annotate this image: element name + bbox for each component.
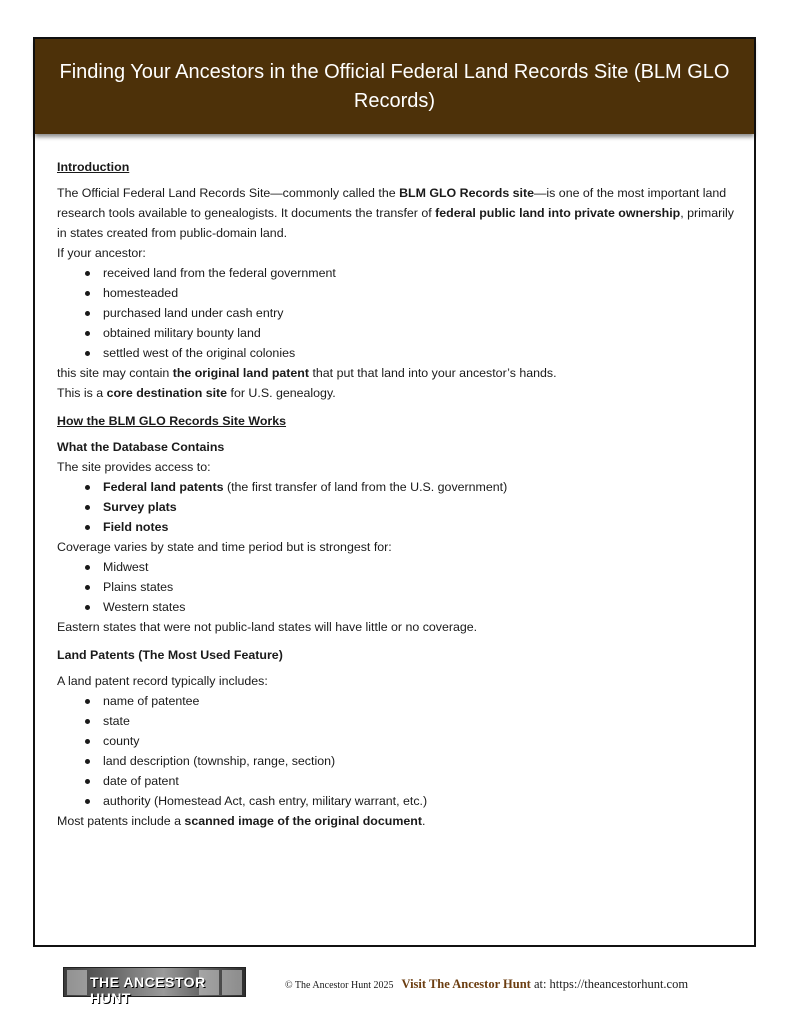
- text: this site may contain: [57, 366, 173, 380]
- list-item: county: [57, 731, 737, 751]
- intro-text-2: —is one of the most important land research tools available to genealogists. It documents the transfer of: [57, 186, 727, 220]
- list-item: homesteaded: [57, 283, 737, 303]
- list-item: purchased land under cash entry: [57, 303, 737, 323]
- text: (the first transfer of land from the U.S. government): [223, 480, 508, 494]
- region-list: [57, 557, 737, 617]
- page-header: [35, 39, 754, 134]
- list-item: [57, 497, 737, 517]
- bold-text: Survey plats: [103, 500, 177, 514]
- text: .: [421, 814, 426, 828]
- logo-text: THE ANCESTOR HUNT: [90, 974, 206, 1006]
- patent-lead: A land patent record typically includes:: [57, 674, 268, 688]
- patent-closing-line: [57, 811, 737, 831]
- intro-text-1: The Official Federal Land Records Site—commonly called the: [57, 186, 400, 200]
- list-item: name of patentee: [57, 691, 737, 711]
- list-item: [57, 517, 737, 537]
- ancestor-list: [57, 263, 737, 363]
- coverage-line: Coverage varies by state and time period but is strongest for:: [57, 540, 392, 554]
- page-frame: [33, 37, 756, 947]
- bold-text: scanned image of the original document: [184, 814, 422, 828]
- logo-photo-tile: [67, 970, 87, 995]
- text: for U.S. genealogy.: [227, 386, 336, 400]
- list-item: date of patent: [57, 771, 737, 791]
- intro-lead: If your ancestor:: [57, 246, 146, 260]
- intro-bold-1: BLM GLO Records site: [399, 186, 535, 200]
- eastern-states-line: Eastern states that were not public-land states will have little or no coverage.: [57, 620, 478, 634]
- bold-text: Federal land patents: [103, 480, 224, 494]
- section-heading-introduction: Introduction: [57, 160, 130, 174]
- bold-text: the original land patent: [172, 366, 310, 380]
- list-item: settled west of the original colonies: [57, 343, 737, 363]
- list-item: obtained military bounty land: [57, 323, 737, 343]
- bold-text: Field notes: [103, 520, 169, 534]
- list-item: state: [57, 711, 737, 731]
- intro-paragraph: [57, 183, 737, 243]
- patent-list: [57, 691, 737, 811]
- section-heading-how-it-works: How the BLM GLO Records Site Works: [57, 414, 287, 428]
- document-body: [57, 157, 737, 831]
- page-footer: [63, 967, 733, 1006]
- intro-core-line: [57, 383, 737, 403]
- text: This is a: [57, 386, 107, 400]
- text: that put that land into your ancestor’s hands.: [309, 366, 557, 380]
- ancestor-hunt-logo: [63, 967, 246, 1006]
- text: Most patents include a: [57, 814, 185, 828]
- section-heading-land-patents: Land Patents (The Most Used Feature): [57, 648, 283, 662]
- database-list: [57, 477, 737, 537]
- footer-credit: [285, 975, 688, 993]
- list-item: Midwest: [57, 557, 737, 577]
- bold-text: core destination site: [106, 386, 228, 400]
- list-item: Plains states: [57, 577, 737, 597]
- list-item: land description (township, range, section): [57, 751, 737, 771]
- list-item: [57, 477, 737, 497]
- subheading-database: What the Database Contains: [57, 440, 225, 454]
- intro-text-3: , primarily in states created from public-domain land.: [57, 206, 734, 240]
- copyright-text: © The Ancestor Hunt 2025: [285, 980, 394, 991]
- visit-link[interactable]: Visit The Ancestor Hunt: [401, 977, 531, 991]
- list-item: authority (Homestead Act, cash entry, military warrant, etc.): [57, 791, 737, 811]
- intro-patent-line: [57, 363, 737, 383]
- intro-bold-2: federal public land into private ownership: [435, 206, 681, 220]
- database-lead: The site provides access to:: [57, 460, 211, 474]
- list-item: received land from the federal government: [57, 263, 737, 283]
- site-url[interactable]: at: https://theancestorhunt.com: [530, 977, 689, 991]
- page-title: Finding Your Ancestors in the Official Federal Land Records Site (BLM GLO Records): [59, 60, 730, 112]
- list-item: Western states: [57, 597, 737, 617]
